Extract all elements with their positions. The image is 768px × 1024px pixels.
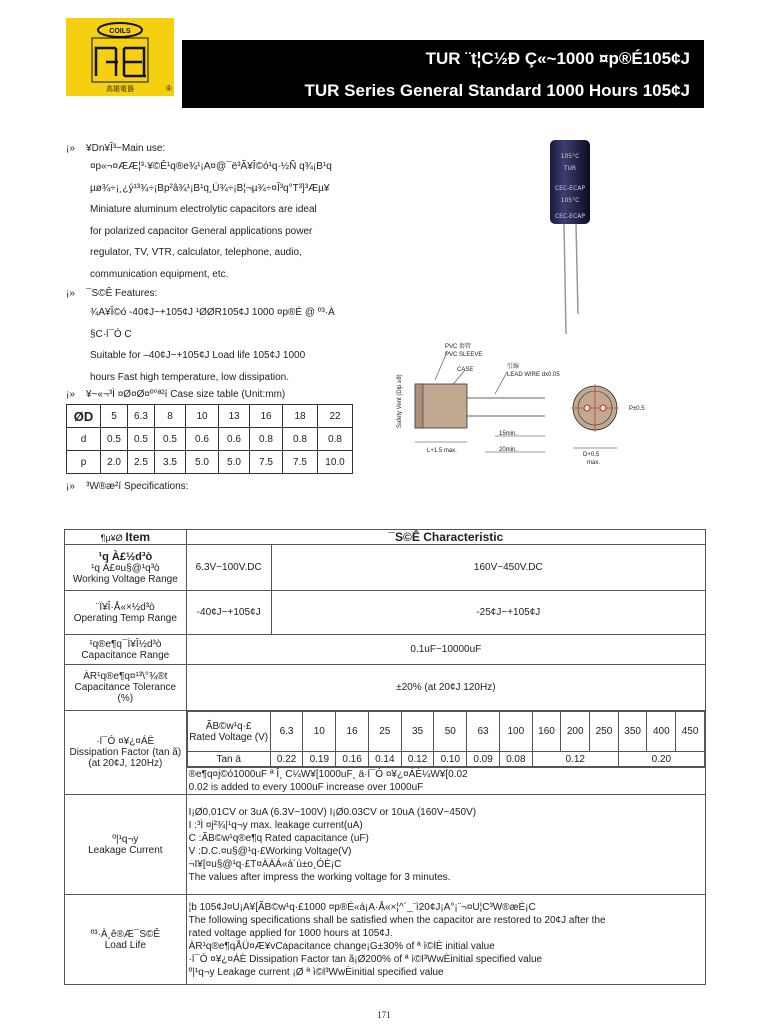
voltage-cell: 350 bbox=[618, 712, 647, 752]
table-row bbox=[65, 635, 706, 665]
tan-cell: 0.08 bbox=[499, 752, 532, 767]
rated-voltage-header bbox=[187, 712, 270, 752]
cec-logo-icon bbox=[66, 18, 174, 96]
leakage-current-line: V :D.C.¤u§@¹q·£Working Voltage(V) bbox=[188, 845, 352, 857]
operating-temp-low-value: -40¢J~+105¢J bbox=[196, 607, 261, 618]
voltage-cell: 400 bbox=[647, 712, 676, 752]
svg-text:105°C: 105°C bbox=[560, 197, 580, 204]
page-title-en: TUR Series General Standard 1000 Hours 105¢J bbox=[182, 76, 704, 108]
table-cell: 13 bbox=[219, 405, 250, 428]
table-cell: 0.5 bbox=[155, 428, 186, 451]
table-row bbox=[187, 752, 704, 767]
working-voltage-high-value: 160V~450V.DC bbox=[473, 562, 543, 573]
main-use-line: Miniature aluminum electrolytic capacitors are ideal bbox=[90, 204, 317, 215]
dissipation-factor-note-cn: ®e¶q¤j©ó1000uF ª Î¸ C¼W¥[1000uF¸ ä·l¯Ó ¤¥¿¤ÁÈ¼W¥[0.02 bbox=[188, 769, 468, 780]
drawing-label: D+0.5 bbox=[583, 452, 600, 458]
table-row bbox=[67, 405, 353, 428]
dissipation-factor-label-en: Dissipation Factor (tan ã) bbox=[69, 747, 182, 758]
specifications-heading-text: ³W®æ²í Specifications: bbox=[86, 481, 189, 492]
main-use-heading-text: ¥Dn¥Î³~Main use: bbox=[86, 143, 166, 154]
table-row bbox=[65, 795, 706, 895]
capacitance-tolerance-label-en: Capacitance Tolerance (%) bbox=[74, 682, 177, 704]
voltage-cell: 16 bbox=[336, 712, 369, 752]
table-cell: 5.0 bbox=[219, 451, 250, 474]
table-cell: 18 bbox=[283, 405, 318, 428]
table-header-row bbox=[65, 530, 706, 545]
capacitor-photo bbox=[548, 138, 602, 338]
table-cell: 10.0 bbox=[318, 451, 353, 474]
table-cell: d bbox=[67, 428, 101, 451]
case-size-heading bbox=[66, 388, 285, 401]
features-heading bbox=[66, 287, 157, 300]
table-cell: 5 bbox=[101, 405, 128, 428]
working-voltage-label-cn: ¹q À£¤u§@¹q³ò bbox=[91, 562, 160, 574]
operating-temp-label bbox=[65, 591, 187, 635]
table-cell: 5.0 bbox=[186, 451, 219, 474]
table-cell: 3.5 bbox=[155, 451, 186, 474]
main-use-line: ¤p«¬¤ÆÆ¦³·¥©Ê¹q®e¾¹¡A¤@¯ë³Ã¥Î©ó¹q·½Ñ q¾¡B¹q bbox=[90, 161, 332, 172]
load-life-line: ·l¯Ó ¤¥¿¤ÁÈ Dissipation Factor tan ã¡Ø200% of ª ì©l³WwÈinitial specified value bbox=[188, 953, 543, 965]
table-cell: 0.6 bbox=[219, 428, 250, 451]
svg-text:COILS: COILS bbox=[109, 28, 131, 35]
capacitance-tolerance-label bbox=[65, 665, 187, 711]
features-line: hours Fast high temperature, low dissipation. bbox=[90, 371, 289, 383]
table-cell: 16 bbox=[250, 405, 283, 428]
tan-cell: 0.19 bbox=[303, 752, 336, 767]
leakage-current-label-cn: º|¹q¬y bbox=[112, 833, 139, 845]
voltage-cell: 100 bbox=[499, 712, 532, 752]
table-cell: ØD bbox=[67, 405, 101, 428]
dissipation-factor-table bbox=[187, 711, 705, 767]
leakage-current-line: ¬I¥[¤u§@¹q·£T¤ÀÄÁ«á´ú±o¸ÓÈ¡C bbox=[188, 858, 342, 870]
drawing-label: 引線 bbox=[507, 364, 520, 370]
working-voltage-low-value: 6.3V~100V.DC bbox=[195, 562, 262, 573]
svg-text:105°C: 105°C bbox=[560, 153, 580, 160]
features-heading-text: ¯S©Ê Features: bbox=[86, 288, 158, 299]
table-row bbox=[65, 545, 706, 591]
operating-temp-low bbox=[186, 591, 271, 635]
capacitance-tolerance-value: ±20% (at 20¢J 120Hz) bbox=[186, 665, 705, 711]
working-voltage-low bbox=[186, 545, 271, 591]
dimension-drawing bbox=[395, 340, 695, 470]
bullet-icon: ¡» bbox=[66, 481, 75, 492]
table-cell: 7.5 bbox=[283, 451, 318, 474]
bullet-icon: ¡» bbox=[66, 288, 75, 299]
main-use-line: µø¾÷¡¸¿ý¹³¾÷¡Bp²â¾¹¡B¹q¸Ü¾÷¡B¦¬µ¾÷¤Î³q°T³]³Æµ¥ bbox=[90, 182, 330, 194]
table-row bbox=[67, 428, 353, 451]
features-line: ¾A¥Î©ó -40¢J~+105¢J ¹ØØR105¢J 1000 ¤p®É @ º³·À bbox=[90, 307, 335, 318]
voltage-cell: 35 bbox=[401, 712, 434, 752]
drawing-label: max. bbox=[587, 460, 601, 466]
capacitance-tolerance-label-cn: ÀR¹q®e¶q¤¹³\°¾®t bbox=[83, 671, 168, 682]
tan-cell: 0.16 bbox=[336, 752, 369, 767]
table-cell: 0.5 bbox=[101, 428, 128, 451]
tan-cell: 0.10 bbox=[434, 752, 467, 767]
dissipation-factor-label-cn: ·l¯Ó ¤¥¿¤ÁÈ bbox=[96, 736, 155, 747]
leakage-current-label bbox=[65, 795, 187, 895]
page-number: 171 bbox=[377, 1010, 391, 1020]
load-life-label-cn: º³·À¸ê®Æ¯S©Ê bbox=[90, 928, 161, 940]
table-row bbox=[187, 712, 704, 752]
table-cell: 0.8 bbox=[318, 428, 353, 451]
drawing-label: L+1.5 max. bbox=[427, 448, 457, 454]
load-life-label-en: Load Life bbox=[104, 939, 146, 951]
leakage-current-details bbox=[186, 795, 705, 895]
tan-cell: 0.12 bbox=[532, 752, 618, 767]
table-cell: 2.5 bbox=[128, 451, 155, 474]
table-cell: 22 bbox=[318, 405, 353, 428]
load-life-details bbox=[186, 895, 705, 985]
voltage-cell: 10 bbox=[303, 712, 336, 752]
table-cell: p bbox=[67, 451, 101, 474]
table-row bbox=[65, 665, 706, 711]
table-row bbox=[65, 591, 706, 635]
table-cell: 10 bbox=[186, 405, 219, 428]
load-life-line: º|¹q¬y Leakage current ¡Ø ª ì©l³WwÈinitial specified value bbox=[188, 966, 444, 978]
voltage-cell: 200 bbox=[561, 712, 590, 752]
main-use-line: communication equipment, etc. bbox=[90, 268, 229, 280]
drawing-label: 15min. bbox=[499, 431, 518, 437]
dissipation-factor-grid bbox=[186, 711, 705, 768]
drawing-label: LEAD WIRE dx0.05 bbox=[507, 372, 560, 378]
specifications-heading bbox=[66, 480, 188, 493]
capacitor-image-icon bbox=[548, 138, 602, 338]
drawing-label: Safety Vent (Dip ≥8) bbox=[397, 374, 403, 428]
operating-temp-label-cn: ¨Ï¥Î·Å«×½d³ò bbox=[96, 601, 155, 613]
tan-delta-header: Tan ä bbox=[187, 752, 270, 767]
specifications-table bbox=[64, 529, 706, 985]
table-row bbox=[67, 451, 353, 474]
table-cell: 7.5 bbox=[250, 451, 283, 474]
rated-voltage-header-en: Rated Voltage (V) bbox=[189, 731, 269, 743]
case-size-table bbox=[66, 404, 353, 474]
dissipation-factor-condition: (at 20¢J, 120Hz) bbox=[88, 758, 163, 769]
leakage-current-line: C :ÃB©w¹q®e¶q Rated capacitance (uF) bbox=[188, 832, 369, 844]
company-logo bbox=[66, 18, 174, 96]
drawing-label: P±0.5 bbox=[629, 406, 645, 412]
leakage-current-line: I¡Ø0.01CV or 3uA (6.3V~100V) I¡Ø0.03CV or 10uA (160V~450V) bbox=[188, 806, 477, 818]
working-voltage-label bbox=[65, 545, 187, 591]
main-use-line: for polarized capacitor General applications power bbox=[90, 225, 313, 237]
page-title-cn: TUR ¨t¦C½Ð Ç«~1000 ¤p®É105¢J bbox=[182, 40, 704, 76]
voltage-cell: 63 bbox=[467, 712, 500, 752]
load-life-line: rated voltage applied for 1000 hours at 105¢J. bbox=[188, 927, 393, 939]
operating-temp-high bbox=[271, 591, 705, 635]
bullet-icon: ¡» bbox=[66, 389, 75, 400]
working-voltage-high bbox=[271, 545, 705, 591]
item-header-en: Item bbox=[125, 530, 151, 544]
table-cell: 0.8 bbox=[250, 428, 283, 451]
operating-temp-high-value: -25¢J~+105¢J bbox=[476, 607, 541, 618]
working-voltage-label-en: Working Voltage Range bbox=[72, 573, 178, 585]
voltage-cell: 250 bbox=[590, 712, 619, 752]
rated-voltage-label-cn: ¹q À£½d³ò bbox=[98, 550, 153, 563]
dissipation-factor-label bbox=[65, 711, 187, 795]
rated-voltage-header-cn: ÃB©w¹q·£ bbox=[205, 720, 252, 732]
svg-text:CEC-ECAP: CEC-ECAP bbox=[554, 185, 586, 192]
load-life-label bbox=[65, 895, 187, 985]
load-life-line: The following specifications shall be satisfied when the capacitor are restored to 20¢J after the bbox=[188, 914, 606, 926]
bullet-icon: ¡» bbox=[66, 143, 75, 154]
tan-cell: 0.12 bbox=[401, 752, 434, 767]
table-cell: 0.5 bbox=[128, 428, 155, 451]
tan-cell: 0.20 bbox=[618, 752, 704, 767]
leakage-current-line: I :³Ì ¤j²¾|¹q¬y max. leakage current(uA) bbox=[188, 819, 363, 831]
capacitance-range-value: 0.1uF~10000uF bbox=[186, 635, 705, 665]
table-row bbox=[65, 895, 706, 985]
drawing-label: CASE bbox=[457, 367, 474, 373]
voltage-cell: 6.3 bbox=[270, 712, 303, 752]
case-size-heading-text: ¥~«¬³Ì ¤Ø¤Ø¤º°ª²í Case size table (Unit:mm) bbox=[86, 389, 286, 400]
dissipation-factor-note bbox=[186, 768, 705, 795]
capacitance-range-label bbox=[65, 635, 187, 665]
tan-cell: 0.09 bbox=[467, 752, 500, 767]
dissipation-factor-note-en: 0.02 is added to every 1000uF increase over 1000uF bbox=[188, 782, 424, 793]
leakage-current-line: The values after impress the working voltage for 3 minutes. bbox=[188, 871, 451, 883]
main-use-line: regulator, TV, VTR, calculator, telephone, audio, bbox=[90, 247, 302, 258]
tan-cell: 0.22 bbox=[270, 752, 303, 767]
table-cell: 8 bbox=[155, 405, 186, 428]
table-cell: 2.0 bbox=[101, 451, 128, 474]
drawing-label: PVC 套管 bbox=[445, 344, 472, 350]
main-use-heading bbox=[66, 142, 165, 155]
svg-text:TUR: TUR bbox=[563, 165, 577, 172]
table-row bbox=[65, 711, 706, 768]
capacitance-range-label-en: Capacitance Range bbox=[81, 649, 170, 661]
leakage-current-label-en: Leakage Current bbox=[88, 844, 163, 856]
voltage-cell: 160 bbox=[532, 712, 561, 752]
svg-text:高雄電器: 高雄電器 bbox=[106, 85, 134, 93]
item-header bbox=[65, 530, 187, 545]
voltage-cell: 50 bbox=[434, 712, 467, 752]
features-paragraph bbox=[90, 302, 335, 388]
voltage-cell: 25 bbox=[368, 712, 401, 752]
table-cell: 0.8 bbox=[283, 428, 318, 451]
capacitance-range-label-cn: ¹q®e¶q¯Ì¥Î½d³ò bbox=[89, 638, 162, 650]
main-use-paragraph bbox=[90, 156, 332, 285]
load-life-line: ¦b 105¢J¤U¡A¥[ÃB©w¹q·£1000 ¤p®É«á¡A·Å«×¦^´_¨ì20¢J¡A°¡¨¬¤U¦C³W®æÈ¡C bbox=[188, 901, 536, 913]
item-header-cn: ¶µ¥Ø bbox=[100, 533, 123, 543]
svg-text:CEC-ECAP: CEC-ECAP bbox=[554, 213, 586, 220]
table-cell: 6.3 bbox=[128, 405, 155, 428]
voltage-cell: 450 bbox=[676, 712, 705, 752]
characteristic-header: ¯S©Ê Characteristic bbox=[186, 530, 705, 545]
features-line: Suitable for –40¢J~+105¢J Load life 105¢J 1000 bbox=[90, 350, 306, 361]
drawing-label: 20min. bbox=[499, 447, 518, 453]
operating-temp-label-en: Operating Temp Range bbox=[73, 612, 177, 624]
drawing-label: PVC SLEEVE bbox=[445, 352, 483, 358]
registered-mark: ® bbox=[166, 84, 172, 93]
load-life-line: ÀR¹q®e¶qÅÜ¤Æ¥vCapacitance change¡G±30% of ª ì©lÈ initial value bbox=[188, 940, 495, 952]
tan-cell: 0.14 bbox=[368, 752, 401, 767]
features-line: §C·l¯Ó C bbox=[90, 328, 132, 340]
table-cell: 0.6 bbox=[186, 428, 219, 451]
